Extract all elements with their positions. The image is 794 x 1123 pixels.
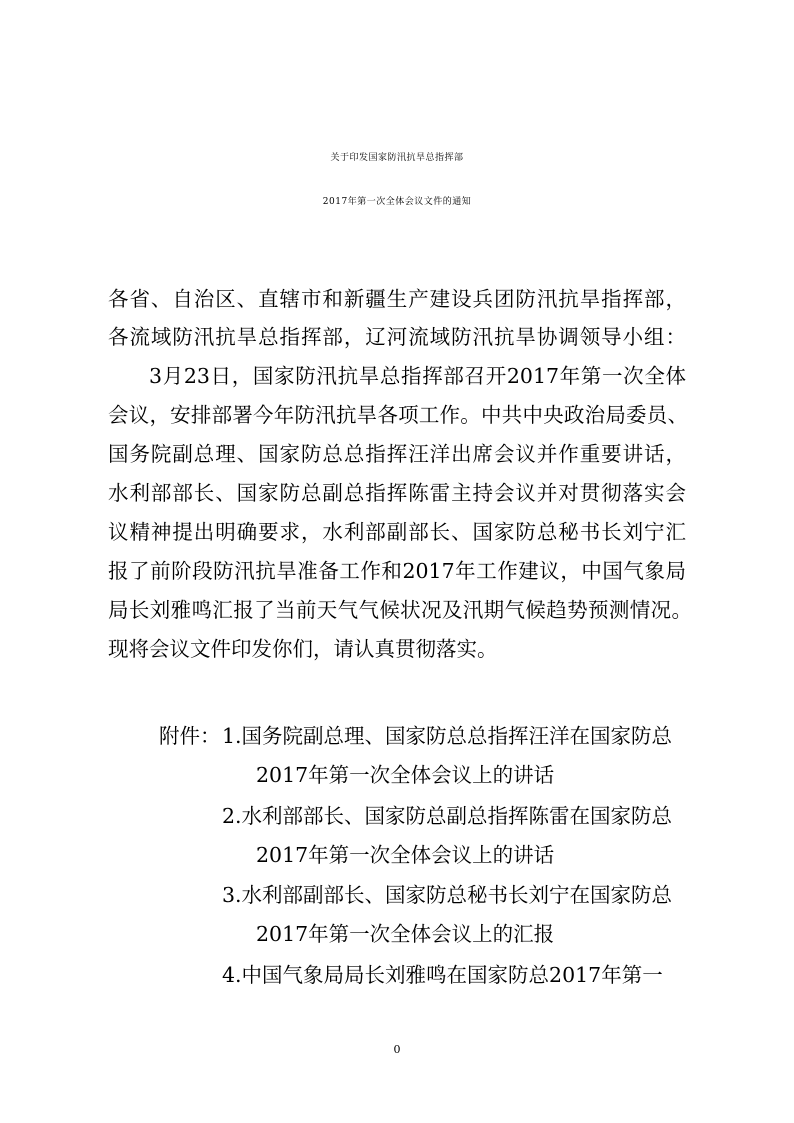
attachment-1-line-2: 2017年第一次全体会议上的讲话 bbox=[256, 763, 555, 787]
attachment-3-line-2: 2017年第一次全体会议上的汇报 bbox=[256, 922, 555, 946]
body-line-8: 现将会议文件印发你们，请认真贯彻落实。 bbox=[108, 637, 498, 661]
recipients-line-2: 各流域防汛抗旱总指挥部，辽河流域防汛抗旱协调领导小组： bbox=[108, 325, 686, 349]
attachment-2-line-1: 2.水利部部长、国家防总副总指挥陈雷在国家防总 bbox=[222, 804, 673, 828]
body-line-1: 3月23日，国家防汛抗旱总指挥部召开2017年第一次全体 bbox=[149, 364, 686, 388]
document-title-line-2: 2017年第一次全体会议文件的通知 bbox=[322, 197, 472, 207]
body-line-5: 议精神提出明确要求，水利部副部长、国家防总秘书长刘宁汇 bbox=[108, 520, 686, 544]
document-title-line-1: 关于印发国家防汛抗旱总指挥部 bbox=[330, 153, 464, 163]
attachment-4-line-1: 4.中国气象局局长刘雅鸣在国家防总2017年第一 bbox=[222, 963, 663, 987]
body-line-3: 国务院副总理、国家防总总指挥汪洋出席会议并作重要讲话， bbox=[108, 442, 686, 466]
body-line-4: 水利部部长、国家防总副总指挥陈雷主持会议并对贯彻落实会 bbox=[108, 481, 686, 505]
page-number: 0 bbox=[393, 1043, 401, 1056]
body-line-2: 会议，安排部署今年防汛抗旱各项工作。中共中央政治局委员、 bbox=[108, 403, 688, 427]
body-line-6: 报了前阶段防汛抗旱准备工作和2017年工作建议，中国气象局 bbox=[108, 559, 686, 583]
attachment-3-line-1: 3.水利部副部长、国家防总秘书长刘宁在国家防总 bbox=[222, 883, 673, 907]
attachment-1-line-1: 1.国务院副总理、国家防总总指挥汪洋在国家防总 bbox=[222, 724, 673, 748]
body-line-7: 局长刘雅鸣汇报了当前天气气候状况及汛期气候趋势预测情况。 bbox=[108, 598, 692, 622]
attachment-2-line-2: 2017年第一次全体会议上的讲话 bbox=[256, 843, 555, 867]
recipients-line-1: 各省、自治区、直辖市和新疆生产建设兵团防汛抗旱指挥部， bbox=[108, 287, 686, 311]
attachments-label: 附件： bbox=[159, 724, 221, 748]
